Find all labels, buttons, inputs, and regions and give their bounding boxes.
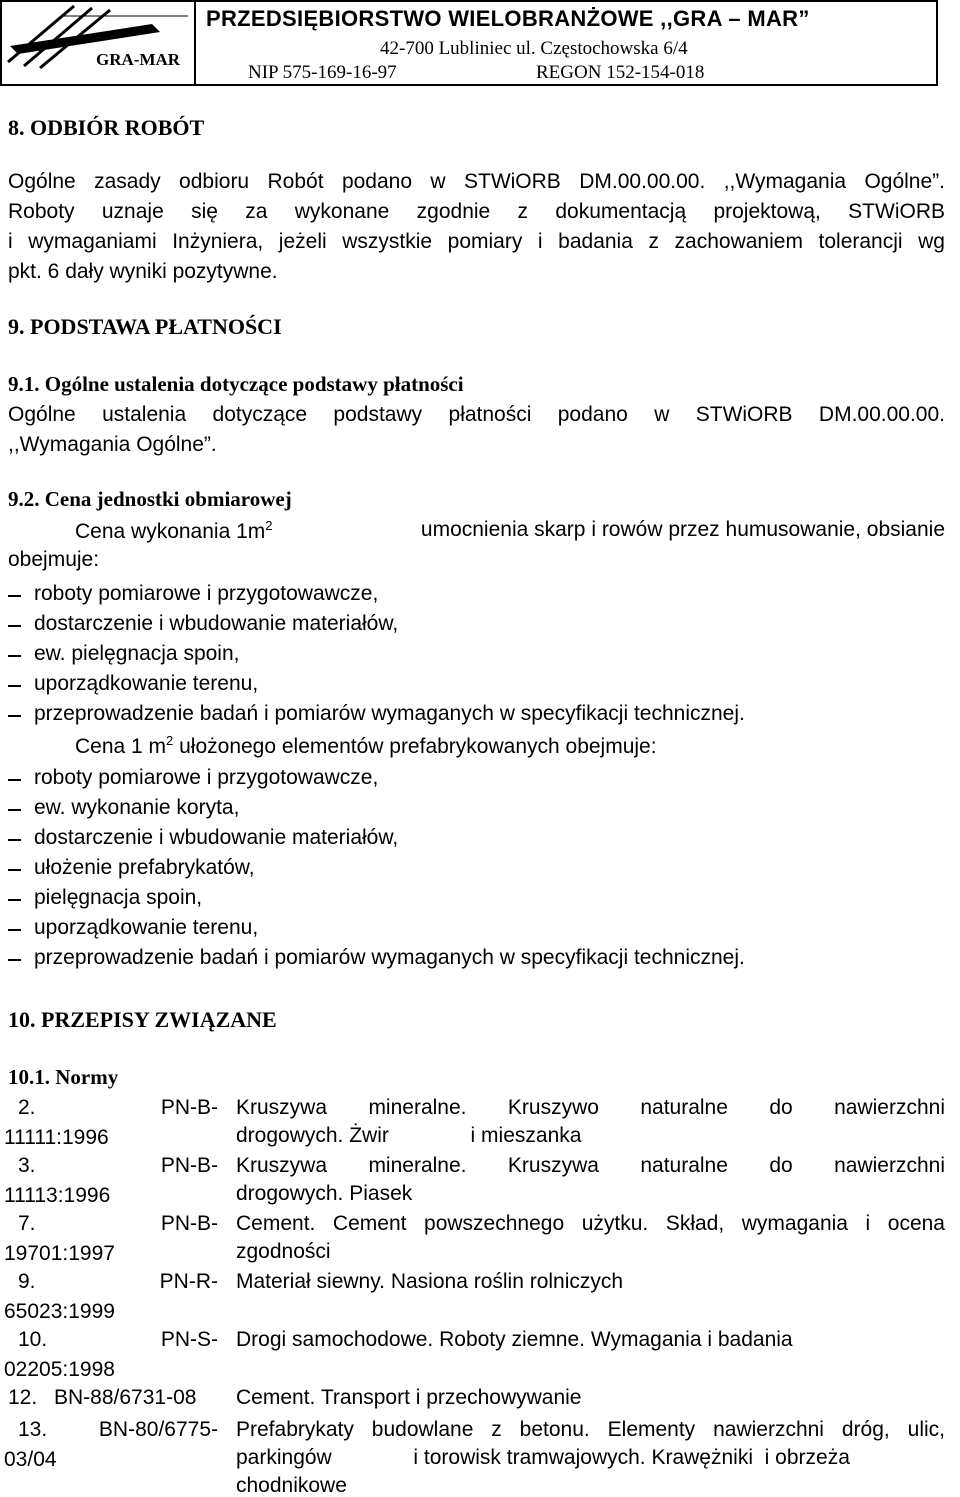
section-9-2-heading: 9.2. Cena jednostki obmiarowej — [8, 487, 292, 511]
list-item: pielęgnacja spoin, — [34, 886, 203, 909]
norm-number: 9. — [18, 1270, 36, 1293]
paragraph-line — [75, 519, 945, 542]
list-dash-icon — [8, 625, 21, 627]
norm-number: 13. — [18, 1418, 48, 1441]
norm-number: 3. — [18, 1154, 36, 1177]
section-9-1-heading: 9.1. Ogólne ustalenia dotyczące podstawy płatności — [8, 372, 464, 396]
price-intro2-continuation: ułożonego elementów prefabrykowanych obejmuje: — [173, 735, 657, 758]
paragraph-line: Ogólne ustalenia dotyczące podstawy płatności podano w STWiORB DM.00.00.00. — [8, 403, 945, 426]
list-dash-icon — [8, 715, 21, 717]
company-name: PRZEDSIĘBIORSTWO WIELOBRANŻOWE ,,GRA – MAR” — [206, 6, 810, 31]
section-8-heading: 8. ODBIÓR ROBÓT — [8, 115, 205, 140]
norm-description-line2: parkingów i torowisk tramwajowych. Krawężniki i obrzeża — [236, 1446, 850, 1469]
norm-description: Cement. Cement powszechnego użytku. Skład, wymagania i ocena — [236, 1212, 945, 1235]
paragraph-line: Roboty uznaje się za wykonane zgodnie z dokumentacją projektową, STWiORB — [8, 200, 945, 223]
norm-description-line2: zgodności — [236, 1240, 331, 1263]
list-item: roboty pomiarowe i przygotowawcze, — [34, 766, 379, 789]
norm-code: PN-S- — [160, 1328, 218, 1351]
section-10-heading: 10. PRZEPISY ZWIĄZANE — [8, 1007, 277, 1032]
list-item: przeprowadzenie badań i pomiarów wymaganych w specyfikacji technicznej. — [34, 702, 745, 725]
norm-code-continuation: 03/04 — [4, 1448, 57, 1471]
company-nip: NIP 575-169-16-97 — [248, 62, 397, 83]
paragraph-line: Ogólne zasady odbioru Robót podano w STWiORB DM.00.00.00. ,,Wymagania Ogólne”. — [8, 170, 945, 193]
norm-code-continuation: 02205:1998 — [4, 1358, 115, 1381]
paragraph-line: pkt. 6 dały wyniki pozytywne. — [8, 260, 278, 283]
norm-description: Prefabrykaty budowlane z betonu. Elementy nawierzchni dróg, ulic, — [236, 1418, 945, 1441]
list-item: uporządkowanie terenu, — [34, 672, 259, 695]
logo-graphic-icon — [2, 2, 192, 84]
list-dash-icon — [8, 809, 21, 811]
list-item: ułożenie prefabrykatów, — [34, 856, 255, 879]
norm-description-line2: drogowych. Żwir i mieszanka — [236, 1124, 582, 1147]
norm-description: Drogi samochodowe. Roboty ziemne. Wymagania i badania — [236, 1328, 793, 1351]
list-item: dostarczenie i wbudowanie materiałów, — [34, 612, 399, 635]
letterhead — [0, 0, 938, 86]
list-dash-icon — [8, 595, 21, 597]
norm-description-line2: drogowych. Piasek — [236, 1182, 413, 1205]
paragraph-line — [75, 734, 657, 757]
superscript: 2 — [166, 733, 174, 748]
list-item: ew. pielęgnacja spoin, — [34, 642, 240, 665]
logo-text: GRA-MAR — [96, 50, 181, 69]
norm-code-continuation: 19701:1997 — [4, 1242, 115, 1265]
company-logo — [2, 2, 196, 84]
price-intro-text: Cena wykonania 1m — [75, 520, 266, 543]
list-dash-icon — [8, 655, 21, 657]
norm-code-continuation: 11111:1996 — [4, 1126, 109, 1149]
norm-description: Materiał siewny. Nasiona roślin rolniczych — [236, 1270, 624, 1293]
norm-description: Cement. Transport i przechowywanie — [236, 1386, 582, 1409]
list-item: ew. wykonanie koryta, — [34, 796, 240, 819]
list-item: roboty pomiarowe i przygotowawcze, — [34, 582, 379, 605]
norm-description: Kruszywa mineralne. Kruszywa naturalne do nawierzchni — [236, 1154, 945, 1177]
list-dash-icon — [8, 869, 21, 871]
norm-description: Kruszywa mineralne. Kruszywo naturalne do nawierzchni — [236, 1096, 945, 1119]
company-address: 42-700 Lubliniec ul. Częstochowska 6/4 — [380, 38, 688, 59]
norm-code: PN-B- — [160, 1096, 218, 1119]
list-item: przeprowadzenie badań i pomiarów wymaganych w specyfikacji technicznej. — [34, 946, 745, 969]
norm-code: PN-R- — [159, 1270, 218, 1293]
list-dash-icon — [8, 839, 21, 841]
norm-code: BN-88/6731-08 — [54, 1386, 197, 1409]
norm-code: BN-80/6775- — [98, 1418, 218, 1441]
list-dash-icon — [8, 779, 21, 781]
list-dash-icon — [8, 929, 21, 931]
norm-number: 12. — [8, 1386, 38, 1409]
paragraph-line: i wymaganiami Inżyniera, jeżeli wszystkie pomiary i badania z zachowaniem tolerancji wg — [8, 230, 945, 253]
list-dash-icon — [8, 959, 21, 961]
norm-number: 10. — [18, 1328, 48, 1351]
price-intro-continuation: umocnienia skarp i rowów przez humusowanie, obsianie — [415, 518, 945, 541]
list-item: dostarczenie i wbudowanie materiałów, — [34, 826, 399, 849]
list-dash-icon — [8, 685, 21, 687]
paragraph-line: obejmuje: — [8, 548, 100, 571]
norm-number: 7. — [18, 1212, 36, 1235]
price-intro2-text: Cena 1 m — [75, 735, 167, 758]
superscript: 2 — [265, 518, 273, 533]
paragraph-line: ,,Wymagania Ogólne”. — [8, 433, 217, 456]
norm-code-continuation: 11113:1996 — [4, 1184, 111, 1207]
norm-code: PN-B- — [160, 1154, 218, 1177]
list-item: uporządkowanie terenu, — [34, 916, 259, 939]
norm-code-continuation: 65023:1999 — [4, 1300, 115, 1323]
norm-code: PN-B- — [160, 1212, 218, 1235]
norm-description-line3: chodnikowe — [236, 1474, 347, 1497]
section-10-1-heading: 10.1. Normy — [8, 1065, 119, 1089]
company-regon: REGON 152-154-018 — [536, 62, 705, 83]
list-dash-icon — [8, 899, 21, 901]
norm-number: 2. — [18, 1096, 36, 1119]
section-9-heading: 9. PODSTAWA PŁATNOŚCI — [8, 314, 282, 339]
